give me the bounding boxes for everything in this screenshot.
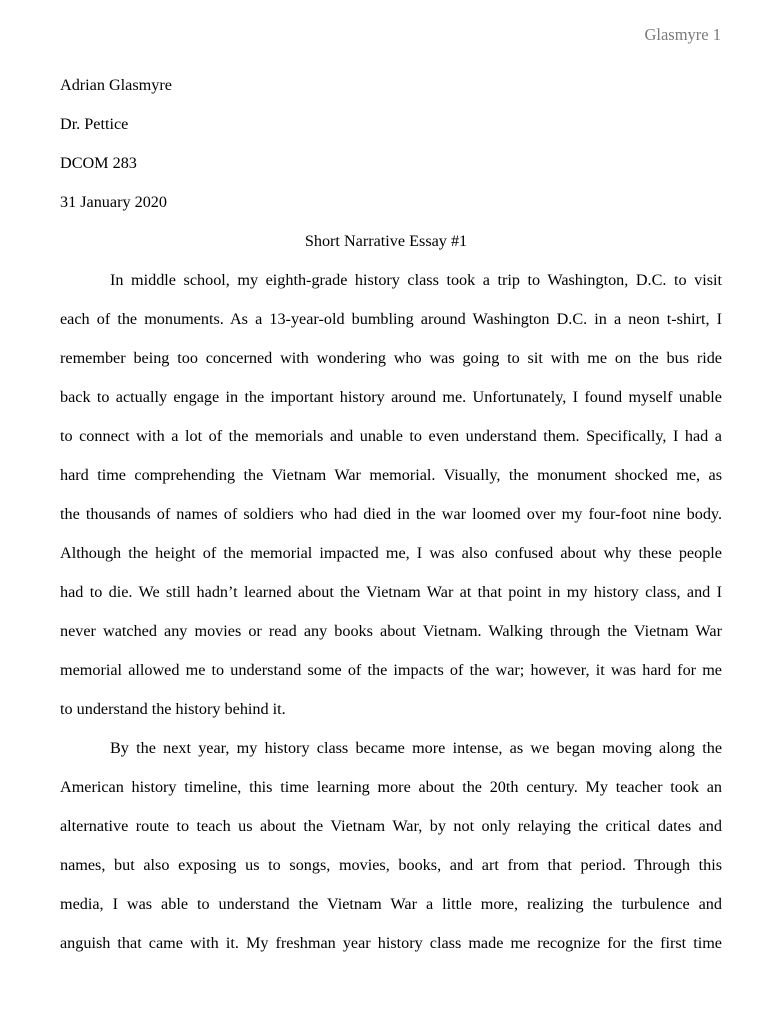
paragraph-line: back to actually engage in the important history around me. Unfortunately, I found myself unable — [60, 388, 722, 406]
paragraph-line: memorial allowed me to understand some of the impacts of the war; however, it was hard for me — [60, 661, 722, 679]
paragraph-line: never watched any movies or read any books about Vietnam. Walking through the Vietnam War — [60, 622, 722, 640]
paragraph-line: Although the height of the memorial impacted me, I was also confused about why these people — [60, 544, 722, 562]
paragraph-line: anguish that came with it. My freshman year history class made me recognize for the first time — [60, 934, 722, 952]
author-name: Adrian Glasmyre — [60, 76, 172, 94]
running-head: Glasmyre 1 — [644, 25, 721, 44]
paragraph-line: In middle school, my eighth-grade history class took a trip to Washington, D.C. to visit — [110, 271, 722, 289]
paragraph-line: By the next year, my history class became more intense, as we began moving along the — [110, 739, 722, 757]
paragraph-line: American history timeline, this time learning more about the 20th century. My teacher took an — [60, 778, 722, 796]
paragraph-line: each of the monuments. As a 13-year-old bumbling around Washington D.C. in a neon t-shirt, I — [60, 310, 722, 328]
paragraph-line: to understand the history behind it. — [60, 700, 286, 718]
paragraph-line: remember being too concerned with wondering who was going to sit with me on the bus ride — [60, 349, 722, 367]
paragraph-line: media, I was able to understand the Vietnam War a little more, realizing the turbulence and — [60, 895, 722, 913]
course-code: DCOM 283 — [60, 154, 137, 172]
paragraph-line: to connect with a lot of the memorials and unable to even understand them. Specifically, I had a — [60, 427, 722, 445]
paragraph-line: the thousands of names of soldiers who had died in the war loomed over my four-foot nine body. — [60, 505, 722, 523]
paragraph-line: hard time comprehending the Vietnam War memorial. Visually, the monument shocked me, as — [60, 466, 722, 484]
instructor-name: Dr. Pettice — [60, 115, 129, 133]
essay-date: 31 January 2020 — [60, 193, 167, 211]
paragraph-line: had to die. We still hadn’t learned about the Vietnam War at that point in my history class, and I — [60, 583, 722, 601]
essay-title: Short Narrative Essay #1 — [304, 232, 468, 250]
paragraph-line: alternative route to teach us about the Vietnam War, by not only relaying the critical dates and — [60, 817, 722, 835]
paragraph-line: names, but also exposing us to songs, movies, books, and art from that period. Through this — [60, 856, 722, 874]
